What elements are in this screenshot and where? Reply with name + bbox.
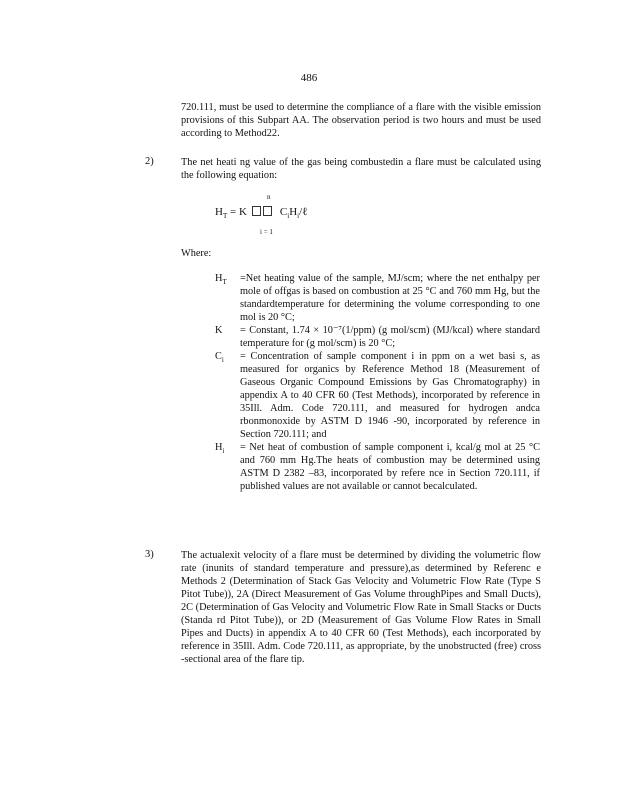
eq-h-sub: i [297,212,300,221]
page-number: 486 [300,72,318,84]
def-ht-text: =Net heating value of the sample, MJ/scm; where the net enthalpy per mole of offgas is based on combustion at 25 °C and 760 mm Hg, but the standardtemperature for determining the volume corresponding to one mol is 20 °C; [240,273,540,323]
def-ci-sub: i [221,356,224,365]
def-hi-text: = Net heat of combustion of sample component i, kcal/g mol at 25 °C and 760 mm Hg.The heats of combustion may be determined using ASTM D 2382 –83, incorporated by refere nce in Section 720.111, if published values are not available or cannot becalculated. [240,442,540,492]
def-k-term: K [215,325,223,336]
sum-lower-limit: i = 1 [260,228,273,236]
sum-upper-limit: n [267,193,271,201]
def-k-text: = Constant, 1.74 × 10⁻⁷(1/ppm) (g mol/scm) (MJ/kcal) where standard temperature for (g mol/scm) is 20 °C; [240,325,540,349]
eq-h: H [289,206,298,218]
item-3-text: The actualexit velocity of a flare must be determined by dividing the volumetric flow rate (inunits of standard temperature and pressure),as determined by Referenc e Methods 2 (Determination of Stack Gas Velocity and Volumetric Flow Rate (Type S Pitot Tube)), 2A (Direct Measurement of Gas Volume throughPipes and Small Ducts), 2C (Determination of Gas Velocity and Volumetric Flow Rate in Small Stacks or Ducts (Standa rd Pitot Tube)), or 2D (Measurement of Gas Volume Flow Rates in Small Pipes and Ducts) in appendix A to 40 CFR 60 (Test Methods), each incorporated by reference in 35Ill. Adm. Code 720.111, as appropriate, by the unobstructed (free) cross -sectional area of the flare tip. [181,550,541,665]
eq-tail: /ℓ [299,206,308,218]
eq-c-sub: i [287,212,290,221]
definition-hi [215,441,540,493]
eq-equals-k: = K [229,206,247,218]
sigma-icon [252,206,261,216]
eq-c: C [279,206,288,218]
definition-ht [215,272,540,324]
definition-ci [215,350,540,441]
intro-paragraph: 720.111, must be used to determine the compliance of a flare with the visible emission provisions of this Subpart AA. The observation period is two hours and must be used according to Method22. [181,102,541,139]
def-hi-term: H [215,442,223,453]
item-3-number: 3) [145,549,154,560]
eq-lhs-sub: T [222,212,228,221]
definitions-list [215,272,540,493]
where-label: Where: [181,248,212,259]
sigma-icon-2 [263,206,272,216]
def-ci-term: C [215,351,222,362]
net-heating-value-equation [215,193,435,241]
def-ht-term: H [215,273,223,284]
def-ht-sub: T [222,278,227,287]
eq-lhs: H [215,206,223,218]
equation-body [215,206,307,220]
def-ci-text: = Concentration of sample component i in ppm on a wet basi s, as measured for organics by Reference Method 18 (Measurement of Gaseous Organic Compound Emissions by Gas Chromatography) in appendix A to 40 CFR 60 (Test Methods), incorporated by reference in 35Ill. Adm. Code 720.111, and measured for hydrogen andca rbonmonoxide by ASTM D 1946 -90, incorporated by reference in Section 720.111; and [240,351,540,440]
def-hi-sub: i [222,447,225,456]
item-2-number: 2) [145,156,154,167]
definition-k [215,324,540,350]
item-2-text: The net heati ng value of the gas being combustedin a flare must be calculated using the following equation: [181,157,541,181]
